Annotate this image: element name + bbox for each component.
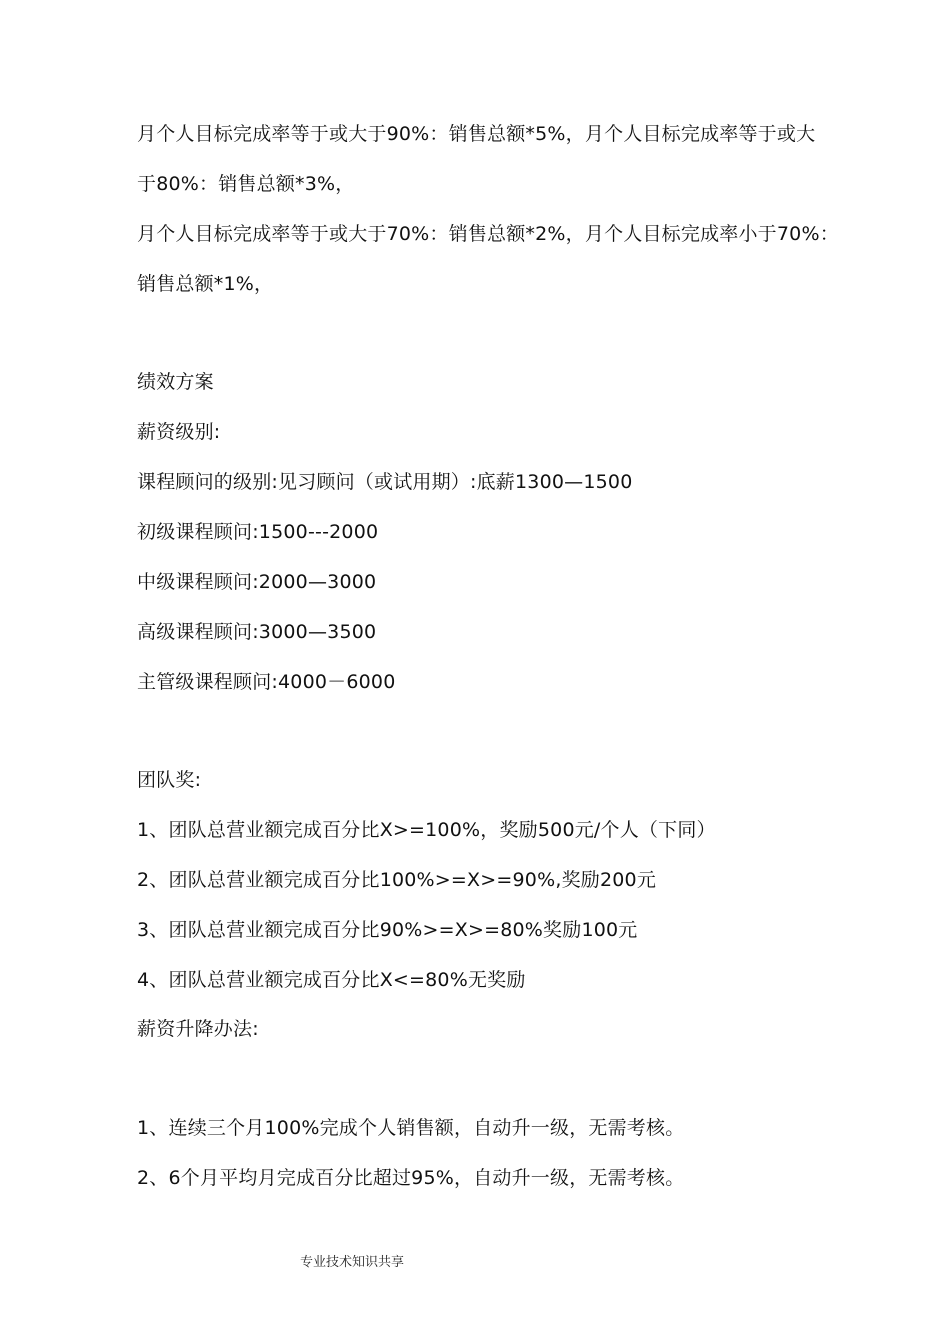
salary-level-item: 主管级课程顾问:4000－6000	[137, 671, 396, 693]
team-bonus-heading: 团队奖:	[137, 769, 202, 791]
commission-line-2: 于80%：销售总额*3%，	[137, 173, 355, 195]
commission-line-4: 销售总额*1%，	[137, 273, 274, 295]
promotion-item: 1、连续三个月100%完成个人销售额，自动升一级，无需考核。	[137, 1117, 685, 1139]
team-bonus-item: 3、团队总营业额完成百分比90%>=X>=80%奖励100元	[137, 919, 638, 941]
salary-level-label: 薪资级别:	[137, 421, 221, 443]
page-footer: 专业技术知识共享	[300, 1255, 405, 1270]
salary-level-item: 高级课程顾问:3000—3500	[137, 621, 377, 643]
promotion-item: 2、6个月平均月完成百分比超过95%，自动升一级，无需考核。	[137, 1167, 685, 1189]
performance-heading: 绩效方案	[137, 371, 214, 393]
commission-line-1: 月个人目标完成率等于或大于90%：销售总额*5%，月个人目标完成率等于或大	[137, 123, 816, 145]
promotion-heading: 薪资升降办法:	[137, 1018, 259, 1040]
salary-level-item: 初级课程顾问:1500---2000	[137, 521, 379, 543]
team-bonus-item: 1、团队总营业额完成百分比X>=100%，奖励500元/个人（下同）	[137, 819, 716, 841]
salary-level-item: 中级课程顾问:2000—3000	[137, 571, 377, 593]
salary-level-item: 课程顾问的级别:见习顾问（或试用期）:底薪1300—1500	[137, 471, 633, 493]
commission-line-3: 月个人目标完成率等于或大于70%：销售总额*2%，月个人目标完成率小于70%：	[137, 223, 839, 245]
team-bonus-item: 2、团队总营业额完成百分比100%>=X>=90%,奖励200元	[137, 869, 657, 891]
team-bonus-item: 4、团队总营业额完成百分比X<=80%无奖励	[137, 969, 526, 991]
